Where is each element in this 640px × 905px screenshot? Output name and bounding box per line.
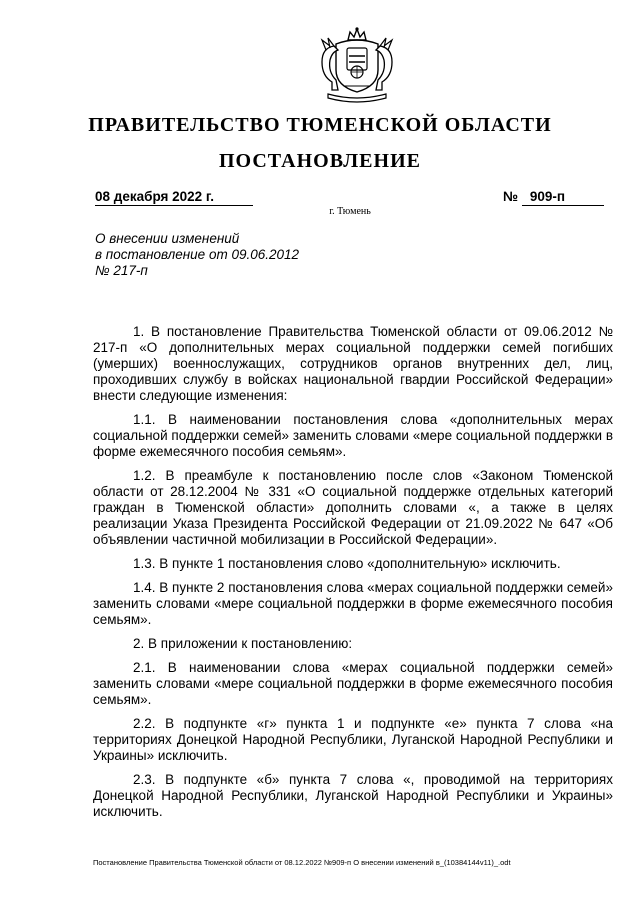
number-value: 909-п xyxy=(522,189,604,206)
document-footer: Постановление Правительства Тюменской области от 08.12.2022 №909-п О внесении изменений в_(10384144v11)_.odt xyxy=(93,858,511,867)
paragraph-1-4: 1.4. В пункте 2 постановления слова «мерах социальной поддержки семей» заменить словами «мере социальной поддержки в форме ежемесячного пособия семьям». xyxy=(93,580,613,627)
document-number xyxy=(503,189,605,206)
coat-of-arms-emblem xyxy=(314,26,400,104)
paragraph-1: 1. В постановление Правительства Тюменской области от 09.06.2012 № 217-п «О дополнительных мерах социальной поддержки семей погибших (умерших) военнослужащих, сотрудников органов внутренних дел, лиц, проходивших службу в войсках национальной гвардии Российской Федерации» внести следующие изменения: xyxy=(93,324,613,403)
paragraph-1-2: 1.2. В преамбуле к постановлению после слов «Законом Тюменской области от 28.12.2004 № 331 «О социальной поддержке отдельных категорий граждан в Тюменской области» дополнить словами «, а также в целях реализации Указа Президента Российской Федерации от 21.09.2022 № 647 «Об объявлении частичной мобилизации в Российской Федерации». xyxy=(93,468,613,547)
number-label: № xyxy=(503,189,519,204)
subject-line: О внесении изменений xyxy=(95,231,240,246)
document-type-title: ПОСТАНОВЛЕНИЕ xyxy=(219,150,421,172)
document-body xyxy=(93,324,613,828)
paragraph-1-1: 1.1. В наименовании постановления слова «дополнительных мерах социальной поддержки семей» заменить словами «мере социальной поддержки в форме ежемесячного пособия семьям». xyxy=(93,412,613,459)
document-subject xyxy=(95,231,355,279)
paragraph-2-3: 2.3. В подпункте «б» пункта 7 слова «, проводимой на территориях Донецкой Народной Республики, Луганской Народной Республики и Украины» исключить. xyxy=(93,772,613,819)
paragraph-1-3: 1.3. В пункте 1 постановления слово «дополнительную» исключить. xyxy=(133,556,561,571)
paragraph-2-2: 2.2. В подпункте «г» пункта 1 и подпункте «е» пункта 7 слова «на территориях Донецкой Народной Республики, Луганской Народной Республики и Украины» исключить. xyxy=(93,716,613,763)
document-date: 08 декабря 2022 г. xyxy=(95,189,253,206)
subject-line: № 217-п xyxy=(95,263,148,278)
city-label: г. Тюмень xyxy=(329,206,371,217)
paragraph-2-1: 2.1. В наименовании слова «мерах социальной поддержки семей» заменить словами «мере социальной поддержки в форме ежемесячного пособия семьям». xyxy=(93,660,613,707)
organization-title: ПРАВИТЕЛЬСТВО ТЮМЕНСКОЙ ОБЛАСТИ xyxy=(88,114,552,136)
paragraph-2: 2. В приложении к постановлению: xyxy=(133,636,353,651)
subject-line: в постановление от 09.06.2012 xyxy=(95,247,300,262)
